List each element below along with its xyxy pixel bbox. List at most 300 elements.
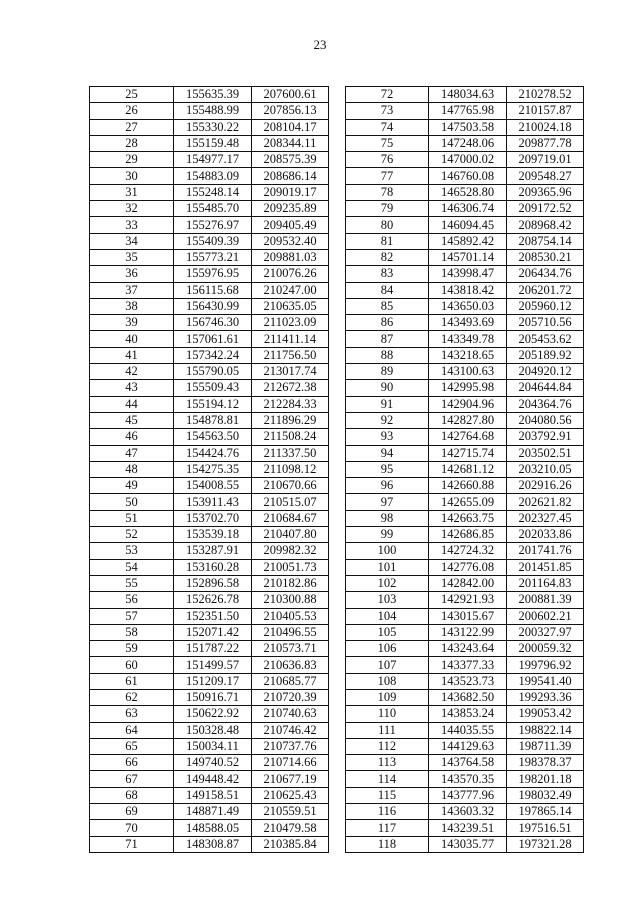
table-row xyxy=(346,87,584,103)
table-row xyxy=(90,380,329,396)
coordinates-table-left-body xyxy=(90,87,329,853)
table-row xyxy=(90,641,329,657)
table-row xyxy=(90,201,329,217)
y-coordinate-cell: 201741.76 xyxy=(507,543,584,559)
y-coordinate-cell: 208344.11 xyxy=(252,135,329,151)
y-coordinate-cell: 198378.37 xyxy=(507,755,584,771)
x-coordinate-cell: 147000.02 xyxy=(429,152,507,168)
point-number-cell: 84 xyxy=(346,282,429,298)
point-number-cell: 30 xyxy=(90,168,174,184)
point-number-cell: 47 xyxy=(90,445,174,461)
x-coordinate-cell: 153702.70 xyxy=(174,510,252,526)
y-coordinate-cell: 204920.12 xyxy=(507,364,584,380)
point-number-cell: 88 xyxy=(346,347,429,363)
y-coordinate-cell: 202621.82 xyxy=(507,494,584,510)
point-number-cell: 54 xyxy=(90,559,174,575)
x-coordinate-cell: 142660.88 xyxy=(429,478,507,494)
y-coordinate-cell: 201164.83 xyxy=(507,575,584,591)
point-number-cell: 96 xyxy=(346,478,429,494)
table-row xyxy=(346,787,584,803)
y-coordinate-cell: 210496.55 xyxy=(252,624,329,640)
x-coordinate-cell: 149740.52 xyxy=(174,755,252,771)
y-coordinate-cell: 209877.78 xyxy=(507,135,584,151)
table-row xyxy=(346,315,584,331)
y-coordinate-cell: 210720.39 xyxy=(252,689,329,705)
point-number-cell: 66 xyxy=(90,755,174,771)
y-coordinate-cell: 210714.66 xyxy=(252,755,329,771)
point-number-cell: 26 xyxy=(90,103,174,119)
y-coordinate-cell: 210407.80 xyxy=(252,527,329,543)
y-coordinate-cell: 211508.24 xyxy=(252,429,329,445)
point-number-cell: 33 xyxy=(90,217,174,233)
point-number-cell: 45 xyxy=(90,412,174,428)
y-coordinate-cell: 209235.89 xyxy=(252,201,329,217)
table-row xyxy=(90,315,329,331)
x-coordinate-cell: 151787.22 xyxy=(174,641,252,657)
point-number-cell: 112 xyxy=(346,738,429,754)
point-number-cell: 41 xyxy=(90,347,174,363)
y-coordinate-cell: 209982.32 xyxy=(252,543,329,559)
x-coordinate-cell: 146528.80 xyxy=(429,184,507,200)
y-coordinate-cell: 210684.67 xyxy=(252,510,329,526)
x-coordinate-cell: 150328.48 xyxy=(174,722,252,738)
y-coordinate-cell: 210157.87 xyxy=(507,103,584,119)
table-row xyxy=(346,298,584,314)
y-coordinate-cell: 212672.38 xyxy=(252,380,329,396)
y-coordinate-cell: 210278.52 xyxy=(507,87,584,103)
point-number-cell: 107 xyxy=(346,657,429,673)
table-row xyxy=(346,461,584,477)
point-number-cell: 65 xyxy=(90,738,174,754)
point-number-cell: 77 xyxy=(346,168,429,184)
table-row xyxy=(346,543,584,559)
x-coordinate-cell: 142724.32 xyxy=(429,543,507,559)
y-coordinate-cell: 210677.19 xyxy=(252,771,329,787)
table-row xyxy=(346,103,584,119)
x-coordinate-cell: 153287.91 xyxy=(174,543,252,559)
point-number-cell: 62 xyxy=(90,689,174,705)
table-row xyxy=(90,494,329,510)
table-row xyxy=(346,217,584,233)
y-coordinate-cell: 209405.49 xyxy=(252,217,329,233)
x-coordinate-cell: 149158.51 xyxy=(174,787,252,803)
x-coordinate-cell: 154563.50 xyxy=(174,429,252,445)
x-coordinate-cell: 155509.43 xyxy=(174,380,252,396)
point-number-cell: 104 xyxy=(346,608,429,624)
point-number-cell: 44 xyxy=(90,396,174,412)
y-coordinate-cell: 199541.40 xyxy=(507,673,584,689)
y-coordinate-cell: 198822.14 xyxy=(507,722,584,738)
point-number-cell: 56 xyxy=(90,592,174,608)
y-coordinate-cell: 197516.51 xyxy=(507,820,584,836)
y-coordinate-cell: 203210.05 xyxy=(507,461,584,477)
table-row xyxy=(90,87,329,103)
x-coordinate-cell: 143650.03 xyxy=(429,298,507,314)
point-number-cell: 100 xyxy=(346,543,429,559)
point-number-cell: 92 xyxy=(346,412,429,428)
point-number-cell: 87 xyxy=(346,331,429,347)
x-coordinate-cell: 143349.78 xyxy=(429,331,507,347)
table-row xyxy=(90,364,329,380)
x-coordinate-cell: 155330.22 xyxy=(174,119,252,135)
x-coordinate-cell: 155773.21 xyxy=(174,249,252,265)
point-number-cell: 103 xyxy=(346,592,429,608)
x-coordinate-cell: 154424.76 xyxy=(174,445,252,461)
x-coordinate-cell: 143777.96 xyxy=(429,787,507,803)
y-coordinate-cell: 213017.74 xyxy=(252,364,329,380)
point-number-cell: 57 xyxy=(90,608,174,624)
x-coordinate-cell: 142681.12 xyxy=(429,461,507,477)
y-coordinate-cell: 206434.76 xyxy=(507,266,584,282)
table-row xyxy=(346,494,584,510)
y-coordinate-cell: 202327.45 xyxy=(507,510,584,526)
y-coordinate-cell: 210740.63 xyxy=(252,706,329,722)
point-number-cell: 117 xyxy=(346,820,429,836)
x-coordinate-cell: 154878.81 xyxy=(174,412,252,428)
table-row xyxy=(90,706,329,722)
table-row xyxy=(90,559,329,575)
x-coordinate-cell: 146760.08 xyxy=(429,168,507,184)
table-row xyxy=(346,722,584,738)
x-coordinate-cell: 151499.57 xyxy=(174,657,252,673)
point-number-cell: 78 xyxy=(346,184,429,200)
x-coordinate-cell: 155194.12 xyxy=(174,396,252,412)
x-coordinate-cell: 147765.98 xyxy=(429,103,507,119)
x-coordinate-cell: 152896.58 xyxy=(174,575,252,591)
table-row xyxy=(90,510,329,526)
y-coordinate-cell: 210300.88 xyxy=(252,592,329,608)
table-row xyxy=(90,478,329,494)
point-number-cell: 99 xyxy=(346,527,429,543)
point-number-cell: 34 xyxy=(90,233,174,249)
x-coordinate-cell: 152626.78 xyxy=(174,592,252,608)
table-row xyxy=(90,673,329,689)
x-coordinate-cell: 143035.77 xyxy=(429,836,507,852)
x-coordinate-cell: 143603.32 xyxy=(429,804,507,820)
x-coordinate-cell: 142776.08 xyxy=(429,559,507,575)
point-number-cell: 118 xyxy=(346,836,429,852)
point-number-cell: 81 xyxy=(346,233,429,249)
table-row xyxy=(90,461,329,477)
x-coordinate-cell: 155635.39 xyxy=(174,87,252,103)
x-coordinate-cell: 143764.58 xyxy=(429,755,507,771)
point-number-cell: 114 xyxy=(346,771,429,787)
table-row xyxy=(90,592,329,608)
table-row xyxy=(346,689,584,705)
table-row xyxy=(90,396,329,412)
point-number-cell: 79 xyxy=(346,201,429,217)
y-coordinate-cell: 208104.17 xyxy=(252,119,329,135)
point-number-cell: 86 xyxy=(346,315,429,331)
x-coordinate-cell: 145892.42 xyxy=(429,233,507,249)
y-coordinate-cell: 205453.62 xyxy=(507,331,584,347)
y-coordinate-cell: 209172.52 xyxy=(507,201,584,217)
x-coordinate-cell: 148034.63 xyxy=(429,87,507,103)
point-number-cell: 40 xyxy=(90,331,174,347)
x-coordinate-cell: 154008.55 xyxy=(174,478,252,494)
y-coordinate-cell: 211023.09 xyxy=(252,315,329,331)
y-coordinate-cell: 210247.00 xyxy=(252,282,329,298)
x-coordinate-cell: 142842.00 xyxy=(429,575,507,591)
point-number-cell: 110 xyxy=(346,706,429,722)
table-row xyxy=(346,168,584,184)
point-number-cell: 58 xyxy=(90,624,174,640)
y-coordinate-cell: 209019.17 xyxy=(252,184,329,200)
table-row xyxy=(90,103,329,119)
y-coordinate-cell: 200059.32 xyxy=(507,641,584,657)
y-coordinate-cell: 209548.27 xyxy=(507,168,584,184)
x-coordinate-cell: 151209.17 xyxy=(174,673,252,689)
x-coordinate-cell: 155409.39 xyxy=(174,233,252,249)
x-coordinate-cell: 153160.28 xyxy=(174,559,252,575)
point-number-cell: 51 xyxy=(90,510,174,526)
coordinates-table-left xyxy=(89,86,329,853)
x-coordinate-cell: 156430.99 xyxy=(174,298,252,314)
table-row xyxy=(346,445,584,461)
x-coordinate-cell: 155276.97 xyxy=(174,217,252,233)
x-coordinate-cell: 143682.50 xyxy=(429,689,507,705)
point-number-cell: 36 xyxy=(90,266,174,282)
x-coordinate-cell: 154977.17 xyxy=(174,152,252,168)
x-coordinate-cell: 142686.85 xyxy=(429,527,507,543)
x-coordinate-cell: 155485.70 xyxy=(174,201,252,217)
table-row xyxy=(90,689,329,705)
x-coordinate-cell: 142715.74 xyxy=(429,445,507,461)
point-number-cell: 94 xyxy=(346,445,429,461)
x-coordinate-cell: 150034.11 xyxy=(174,738,252,754)
x-coordinate-cell: 156746.30 xyxy=(174,315,252,331)
y-coordinate-cell: 210737.76 xyxy=(252,738,329,754)
point-number-cell: 38 xyxy=(90,298,174,314)
table-row xyxy=(90,429,329,445)
x-coordinate-cell: 154275.35 xyxy=(174,461,252,477)
x-coordinate-cell: 157061.61 xyxy=(174,331,252,347)
table-row xyxy=(346,184,584,200)
point-number-cell: 106 xyxy=(346,641,429,657)
x-coordinate-cell: 143493.69 xyxy=(429,315,507,331)
x-coordinate-cell: 143100.63 xyxy=(429,364,507,380)
table-row xyxy=(346,347,584,363)
table-row xyxy=(90,657,329,673)
point-number-cell: 80 xyxy=(346,217,429,233)
y-coordinate-cell: 208754.14 xyxy=(507,233,584,249)
y-coordinate-cell: 211411.14 xyxy=(252,331,329,347)
point-number-cell: 42 xyxy=(90,364,174,380)
table-row xyxy=(346,706,584,722)
table-row xyxy=(346,282,584,298)
point-number-cell: 69 xyxy=(90,804,174,820)
table-row xyxy=(346,364,584,380)
point-number-cell: 46 xyxy=(90,429,174,445)
table-row xyxy=(90,217,329,233)
x-coordinate-cell: 149448.42 xyxy=(174,771,252,787)
table-row xyxy=(90,135,329,151)
table-row xyxy=(346,575,584,591)
point-number-cell: 25 xyxy=(90,87,174,103)
point-number-cell: 91 xyxy=(346,396,429,412)
table-row xyxy=(90,787,329,803)
table-row xyxy=(90,624,329,640)
point-number-cell: 116 xyxy=(346,804,429,820)
table-row xyxy=(346,836,584,852)
point-number-cell: 50 xyxy=(90,494,174,510)
table-row xyxy=(90,282,329,298)
point-number-cell: 27 xyxy=(90,119,174,135)
x-coordinate-cell: 155159.48 xyxy=(174,135,252,151)
point-number-cell: 85 xyxy=(346,298,429,314)
x-coordinate-cell: 155488.99 xyxy=(174,103,252,119)
point-number-cell: 102 xyxy=(346,575,429,591)
table-row xyxy=(90,527,329,543)
table-row xyxy=(90,266,329,282)
table-row xyxy=(346,755,584,771)
table-row xyxy=(90,331,329,347)
table-row xyxy=(346,657,584,673)
x-coordinate-cell: 155790.05 xyxy=(174,364,252,380)
point-number-cell: 101 xyxy=(346,559,429,575)
x-coordinate-cell: 143218.65 xyxy=(429,347,507,363)
x-coordinate-cell: 156115.68 xyxy=(174,282,252,298)
y-coordinate-cell: 203792.91 xyxy=(507,429,584,445)
table-row xyxy=(346,429,584,445)
coordinates-table-right-body xyxy=(346,87,584,853)
point-number-cell: 108 xyxy=(346,673,429,689)
table-row xyxy=(346,331,584,347)
x-coordinate-cell: 150622.92 xyxy=(174,706,252,722)
point-number-cell: 67 xyxy=(90,771,174,787)
point-number-cell: 64 xyxy=(90,722,174,738)
table-row xyxy=(346,641,584,657)
table-row xyxy=(346,820,584,836)
table-row xyxy=(90,233,329,249)
x-coordinate-cell: 142921.93 xyxy=(429,592,507,608)
y-coordinate-cell: 210636.83 xyxy=(252,657,329,673)
y-coordinate-cell: 198201.18 xyxy=(507,771,584,787)
table-row xyxy=(90,722,329,738)
table-row xyxy=(90,298,329,314)
x-coordinate-cell: 148588.05 xyxy=(174,820,252,836)
table-row xyxy=(90,755,329,771)
x-coordinate-cell: 143570.35 xyxy=(429,771,507,787)
y-coordinate-cell: 198032.49 xyxy=(507,787,584,803)
table-row xyxy=(90,771,329,787)
point-number-cell: 60 xyxy=(90,657,174,673)
y-coordinate-cell: 210670.66 xyxy=(252,478,329,494)
table-row xyxy=(90,543,329,559)
table-row xyxy=(90,575,329,591)
y-coordinate-cell: 209532.40 xyxy=(252,233,329,249)
x-coordinate-cell: 145701.14 xyxy=(429,249,507,265)
point-number-cell: 29 xyxy=(90,152,174,168)
table-row xyxy=(90,168,329,184)
table-row xyxy=(346,201,584,217)
point-number-cell: 53 xyxy=(90,543,174,559)
point-number-cell: 105 xyxy=(346,624,429,640)
y-coordinate-cell: 200881.39 xyxy=(507,592,584,608)
y-coordinate-cell: 210685.77 xyxy=(252,673,329,689)
table-row xyxy=(346,266,584,282)
y-coordinate-cell: 211896.29 xyxy=(252,412,329,428)
point-number-cell: 89 xyxy=(346,364,429,380)
y-coordinate-cell: 212284.33 xyxy=(252,396,329,412)
y-coordinate-cell: 198711.39 xyxy=(507,738,584,754)
x-coordinate-cell: 144035.55 xyxy=(429,722,507,738)
y-coordinate-cell: 207600.61 xyxy=(252,87,329,103)
point-number-cell: 115 xyxy=(346,787,429,803)
y-coordinate-cell: 208575.39 xyxy=(252,152,329,168)
table-row xyxy=(90,249,329,265)
x-coordinate-cell: 142655.09 xyxy=(429,494,507,510)
y-coordinate-cell: 204644.84 xyxy=(507,380,584,396)
y-coordinate-cell: 210479.58 xyxy=(252,820,329,836)
point-number-cell: 43 xyxy=(90,380,174,396)
y-coordinate-cell: 210559.51 xyxy=(252,804,329,820)
x-coordinate-cell: 155248.14 xyxy=(174,184,252,200)
y-coordinate-cell: 207856.13 xyxy=(252,103,329,119)
table-row xyxy=(346,624,584,640)
x-coordinate-cell: 153539.18 xyxy=(174,527,252,543)
y-coordinate-cell: 210573.71 xyxy=(252,641,329,657)
y-coordinate-cell: 210515.07 xyxy=(252,494,329,510)
y-coordinate-cell: 199053.42 xyxy=(507,706,584,722)
coordinates-table-right xyxy=(345,86,584,853)
y-coordinate-cell: 210625.43 xyxy=(252,787,329,803)
y-coordinate-cell: 205189.92 xyxy=(507,347,584,363)
x-coordinate-cell: 152351.50 xyxy=(174,608,252,624)
table-row xyxy=(346,233,584,249)
y-coordinate-cell: 210746.42 xyxy=(252,722,329,738)
table-row xyxy=(90,820,329,836)
table-row xyxy=(90,347,329,363)
table-row xyxy=(346,804,584,820)
x-coordinate-cell: 143239.51 xyxy=(429,820,507,836)
point-number-cell: 55 xyxy=(90,575,174,591)
x-coordinate-cell: 157342.24 xyxy=(174,347,252,363)
point-number-cell: 76 xyxy=(346,152,429,168)
y-coordinate-cell: 209365.96 xyxy=(507,184,584,200)
point-number-cell: 72 xyxy=(346,87,429,103)
point-number-cell: 31 xyxy=(90,184,174,200)
y-coordinate-cell: 199293.36 xyxy=(507,689,584,705)
y-coordinate-cell: 208968.42 xyxy=(507,217,584,233)
point-number-cell: 95 xyxy=(346,461,429,477)
x-coordinate-cell: 142764.68 xyxy=(429,429,507,445)
table-row xyxy=(346,608,584,624)
table-row xyxy=(346,527,584,543)
point-number-cell: 97 xyxy=(346,494,429,510)
y-coordinate-cell: 211756.50 xyxy=(252,347,329,363)
point-number-cell: 74 xyxy=(346,119,429,135)
x-coordinate-cell: 143523.73 xyxy=(429,673,507,689)
point-number-cell: 59 xyxy=(90,641,174,657)
x-coordinate-cell: 143998.47 xyxy=(429,266,507,282)
point-number-cell: 48 xyxy=(90,461,174,477)
table-row xyxy=(346,119,584,135)
table-row xyxy=(90,152,329,168)
x-coordinate-cell: 148308.87 xyxy=(174,836,252,852)
point-number-cell: 61 xyxy=(90,673,174,689)
table-row xyxy=(90,608,329,624)
y-coordinate-cell: 208530.21 xyxy=(507,249,584,265)
y-coordinate-cell: 204364.76 xyxy=(507,396,584,412)
point-number-cell: 68 xyxy=(90,787,174,803)
point-number-cell: 49 xyxy=(90,478,174,494)
x-coordinate-cell: 153911.43 xyxy=(174,494,252,510)
x-coordinate-cell: 142904.96 xyxy=(429,396,507,412)
y-coordinate-cell: 210635.05 xyxy=(252,298,329,314)
x-coordinate-cell: 142827.80 xyxy=(429,412,507,428)
y-coordinate-cell: 200327.97 xyxy=(507,624,584,640)
